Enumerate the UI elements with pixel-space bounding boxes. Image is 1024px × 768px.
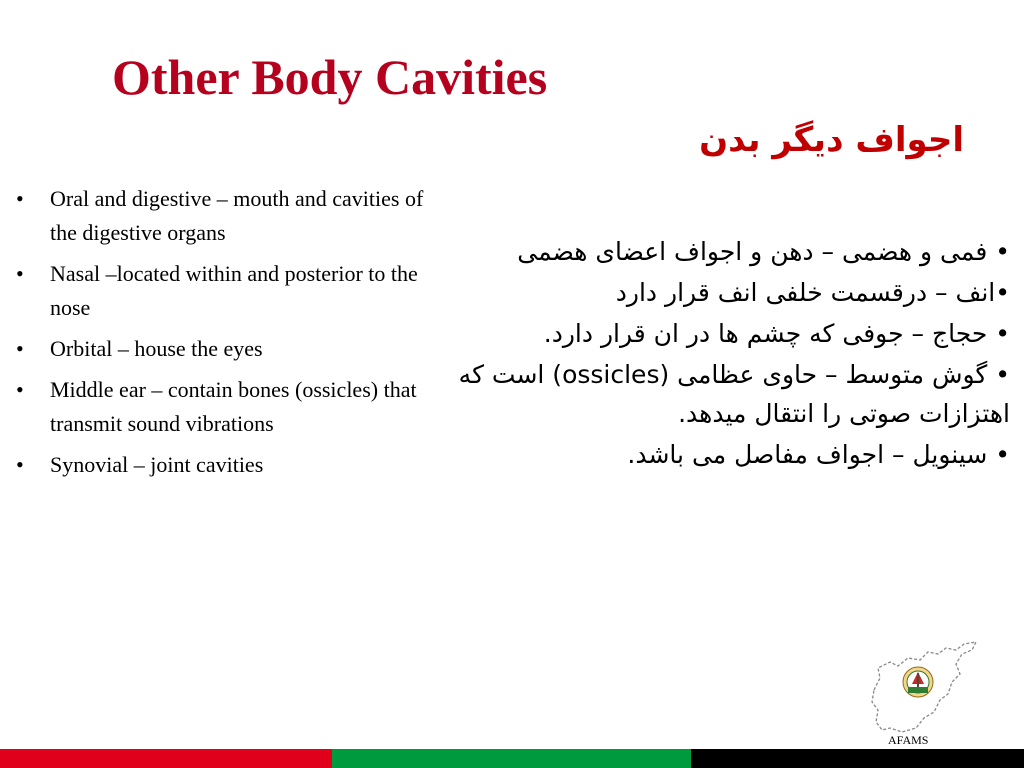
slide-title: Other Body Cavities (112, 49, 548, 105)
list-item-text: Middle ear – contain bones (ossicles) that transmit sound vibrations (50, 377, 417, 436)
bullet-icon: • (16, 261, 24, 286)
list-item: • سینویل – اجواف مفاصل می باشد. (627, 440, 1010, 469)
afghanistan-map-icon (868, 638, 980, 734)
flag-color-bar (0, 749, 1024, 768)
list-item: • فمی و هضمی – دهن و اجواف اعضای هضمی (517, 237, 1010, 266)
list-item-text: Oral and digestive – mouth and cavities of the digestive organs (50, 186, 424, 245)
list-item: • حجاج – جوفی که چشم ها در ان قرار دارد. (543, 319, 1010, 348)
afams-emblem-icon (903, 667, 933, 697)
english-bullet-list (0, 182, 440, 489)
list-item-text: Orbital – house the eyes (50, 336, 263, 361)
list-item (0, 448, 440, 482)
list-item-text: Synovial – joint cavities (50, 452, 264, 477)
flag-stripe-black (691, 749, 1024, 768)
list-item (0, 182, 440, 250)
flag-stripe-green (332, 749, 691, 768)
flag-stripe-red (0, 749, 332, 768)
bullet-icon: • (16, 336, 24, 361)
afams-logo-text: AFAMS (888, 733, 929, 747)
bullet-icon: • (16, 452, 24, 477)
list-item (0, 257, 440, 325)
list-item: •انف – درقسمت خلفی انف قرار دارد (615, 278, 1010, 307)
list-item: • گوش متوسط – حاوی عظامی (ossicles) است که اهتزازات صوتی را انتقال میدهد. (458, 360, 1010, 428)
bullet-icon: • (16, 186, 24, 211)
slide-subtitle-persian: اجواف دیگر بدن (699, 120, 964, 160)
list-item (0, 332, 440, 366)
bullet-icon: • (16, 377, 24, 402)
list-item (0, 373, 440, 441)
persian-bullet-list (450, 232, 1010, 476)
list-item-text: Nasal –located within and posterior to the nose (50, 261, 418, 320)
